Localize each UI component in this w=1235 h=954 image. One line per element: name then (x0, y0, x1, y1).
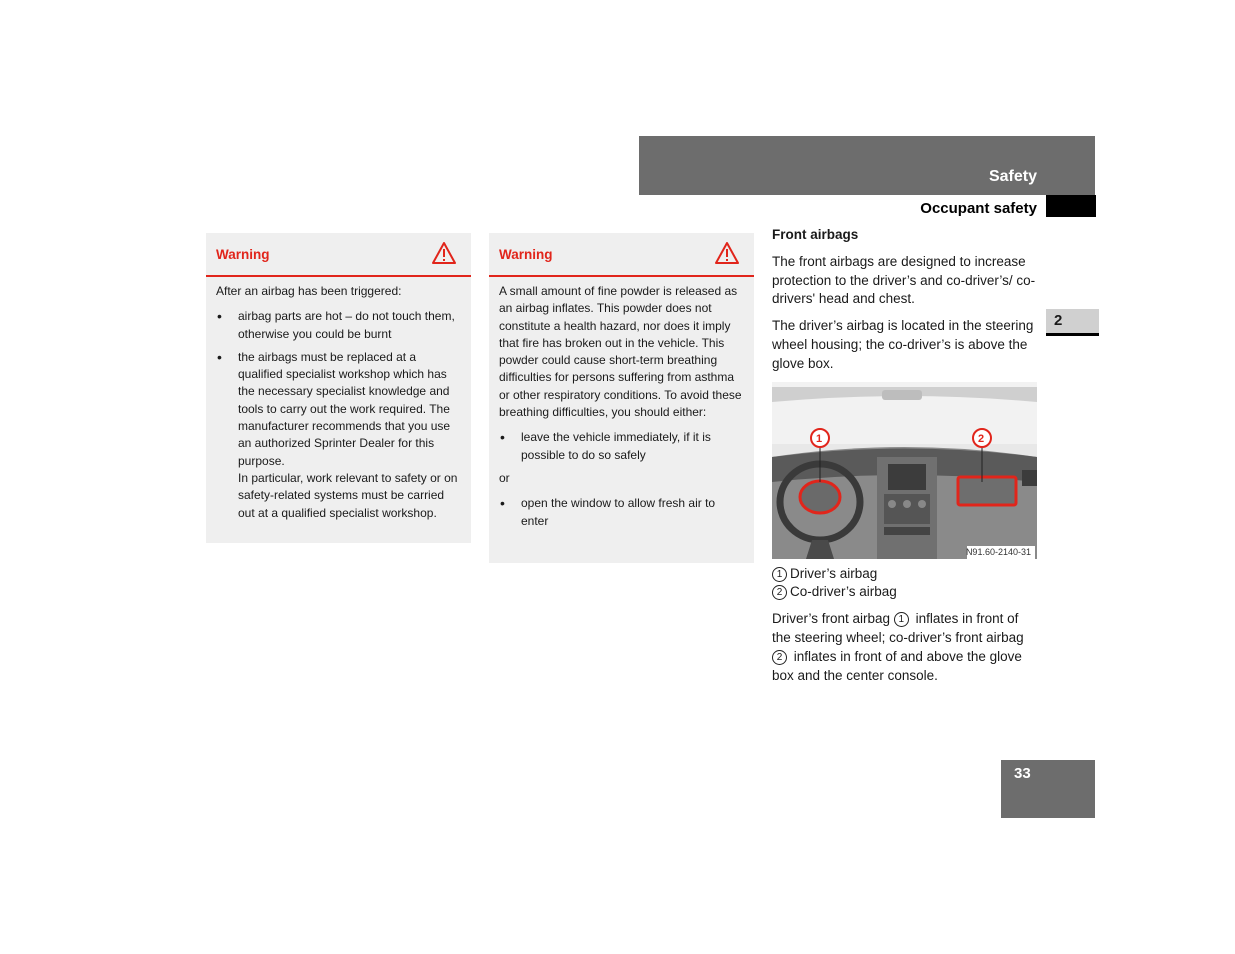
legend-number: 2 (772, 585, 787, 600)
inline-number: 1 (894, 612, 909, 627)
warning-bullet: • airbag parts are hot – do not touch them, otherwise you could be burnt (216, 308, 461, 343)
warning-body (206, 277, 471, 536)
warning-title: Warning (499, 247, 553, 262)
airbag-figure (772, 382, 1037, 559)
warning-bullet-list (499, 429, 744, 464)
warning-triangle-icon (714, 241, 740, 265)
front-airbags-section (772, 226, 1037, 693)
dashboard-illustration (772, 382, 1037, 559)
chapter-number: 2 (1054, 312, 1063, 329)
inline-number: 2 (772, 650, 787, 665)
warning-body (489, 277, 754, 544)
warning-intro: After an airbag has been triggered: (216, 284, 402, 298)
warning-triangle-icon (431, 241, 457, 265)
subsection-title: Occupant safety (920, 200, 1037, 217)
warning-paragraph: A small amount of fine powder is released as an airbag inflates. This powder does not constitute a health hazard, nor does it imply that fire has broken out in the vehicle. This powder could cause short-term breathing difficulties for persons suffering from asthma or other respiratory conditions. To avoid these breathing difficulties, you should either: (499, 284, 742, 420)
warning-header (489, 233, 754, 277)
warning-bullet: • open the window to allow fresh air to enter (499, 495, 744, 530)
warning-box-2 (489, 233, 754, 563)
warning-bullet-list (216, 308, 461, 522)
page-number: 33 (1014, 765, 1031, 782)
warning-or: or (499, 470, 510, 485)
paragraph (772, 610, 1037, 685)
figure-callout-1: 1 (816, 432, 823, 445)
legend-number: 1 (772, 567, 787, 582)
page-number-box (1001, 760, 1095, 818)
legend-item (772, 565, 1037, 584)
chapter-tab (1046, 309, 1099, 336)
warning-box-1 (206, 233, 471, 543)
warning-bullet-extra: In particular, work relevant to safety or on safety-related systems must be carried out at a qualified specialist workshop. (238, 470, 458, 520)
section-heading: Front airbags (772, 227, 859, 242)
legend-label: Driver’s airbag (790, 565, 878, 581)
header-band (639, 136, 1095, 195)
figure-code: N91.60-2140-31 (965, 546, 1031, 557)
paragraph: The front airbags are designed to increase protection to the driver’s and co-driver’s/ co-drivers' head and chest. (772, 253, 1036, 307)
warning-bullet: • leave the vehicle immediately, if it is possible to do so safely (499, 429, 744, 464)
warning-bullet-text: the airbags must be replaced at a qualified specialist workshop which has the necessary specialist knowledge and tools to carry out the work required. The manufacturer recommends that you use an authorized Sprinter Dealer for this purpose. (238, 349, 451, 468)
legend-label: Co-driver’s airbag (790, 584, 897, 600)
warning-title: Warning (216, 247, 270, 262)
warning-bullet-list (499, 495, 744, 530)
text-run: inflates in front of the steering wheel; co-driver’s front airbag (772, 611, 1024, 645)
warning-header (206, 233, 471, 277)
section-tab-marker (1046, 195, 1096, 217)
text-run: Driver’s front airbag (772, 611, 891, 627)
figure-callout-2: 2 (978, 432, 985, 445)
section-title: Safety (988, 168, 1037, 185)
legend-item (772, 583, 1037, 602)
warning-bullet (216, 349, 461, 522)
text-run: inflates in front of and above the glove box and the center console. (772, 648, 1022, 683)
figure-legend (772, 565, 1037, 603)
paragraph: The driver’s airbag is located in the steering wheel housing; the co-driver’s is above the glove box. (772, 318, 1034, 371)
